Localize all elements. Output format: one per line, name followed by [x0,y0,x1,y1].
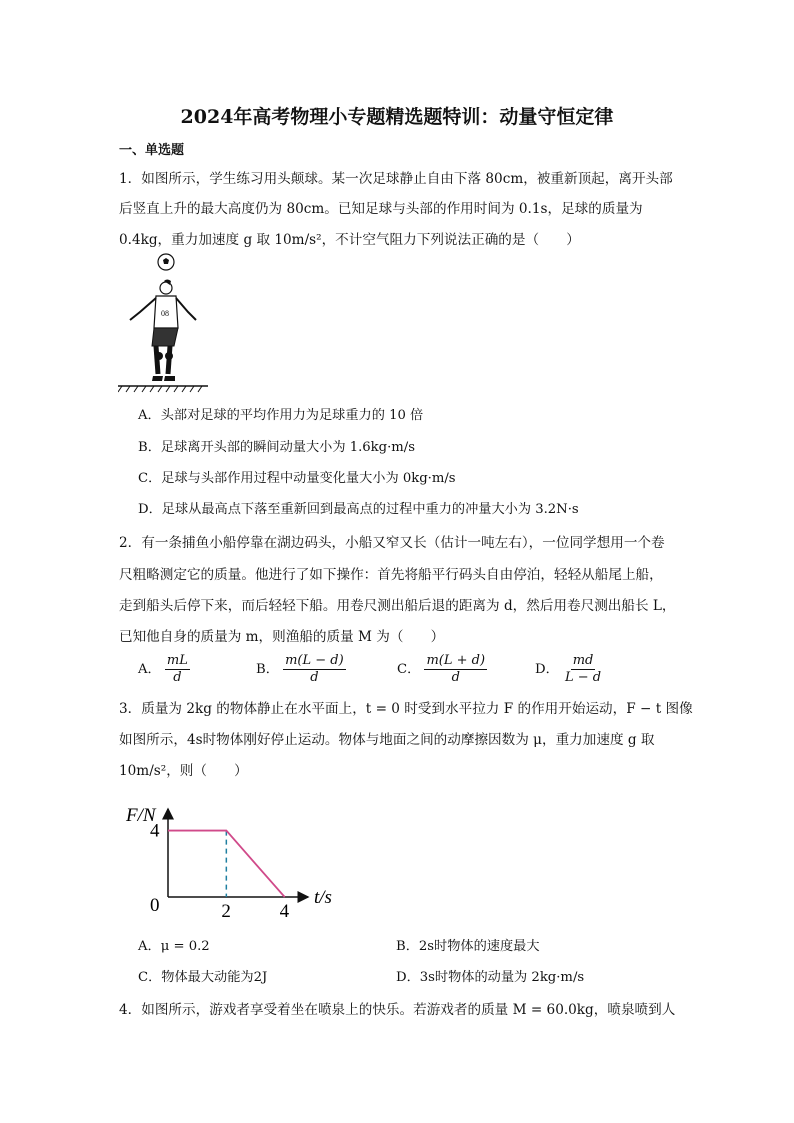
q1-line-1: 1．如图所示，学生练习用头颠球。某一次足球静止自由下落 80cm，被重新顶起，离开头部 [119,171,673,187]
option-label: C． [397,662,421,677]
denominator: d [451,670,460,685]
q2-option-c [397,653,487,686]
q4-line-1: 4．如图所示，游戏者享受着坐在喷泉上的快乐。若游戏者的质量 M = 60.0kg，喷泉喷到人 [119,1002,676,1018]
q2-option-d [535,653,603,686]
q1-option-d: D．足球从最高点下落至重新回到最高点的过程中重力的冲量大小为 3.2N·s [138,502,579,517]
y-tick-label: 4 [150,820,160,842]
q2-line-1: 2．有一条捕鱼小船停靠在湖边码头，小船又窄又长（估计一吨左右），一位同学想用一个卷 [119,535,665,551]
q3-option-a: A．μ = 0.2 [138,939,210,954]
q1-option-a: A．头部对足球的平均作用力为足球重力的 10 倍 [138,408,424,423]
q2-option-a [138,653,190,686]
jersey-number: 08 [161,309,169,318]
q2-line-2: 尺粗略测定它的质量。他进行了如下操作：首先将船平行码头自由停泊，轻轻从船尾上船， [119,567,663,583]
q3-option-b: B．2s时物体的速度最大 [396,939,540,954]
fraction [424,653,487,686]
q1-line-3: 0.4kg，重力加速度 g 取 10m/s²，不计空气阻力下列说法正确的是（ ） [119,232,580,248]
option-label: A． [138,662,161,677]
option-label: B． [256,662,279,677]
origin-label: 0 [150,895,160,916]
soccer-ball-icon [158,254,174,270]
fraction [283,653,346,686]
q2-option-b [256,653,346,686]
numerator: m(L − d) [285,653,344,668]
fraction [165,653,190,686]
f-t-chart [118,785,338,925]
option-label: D． [535,662,559,677]
q2-line-3: 走到船头后停下来，而后轻轻下船。用卷尺测出船后退的距离为 d，然后用卷尺测出船长 L， [119,598,676,614]
q2-line-4: 已知他自身的质量为 m，则渔船的质量 M 为（ ） [119,629,445,645]
q1-option-c: C．足球与头部作用过程中动量变化量大小为 0kg·m/s [138,471,456,486]
numerator: m(L + d) [426,653,486,668]
q3-line-2: 如图所示，4s时物体刚好停止运动。物体与地面之间的动摩擦因数为 μ，重力加速度 g 取 [119,732,655,748]
x-axis-label: t/s [314,887,332,908]
numerator: md [572,653,594,668]
page-title: 2024年高考物理小专题精选题特训：动量守恒定律 [180,106,614,128]
numerator: mL [166,653,188,668]
q3-option-c: C．物体最大动能为2J [138,970,268,985]
section-heading: 一、单选题 [119,143,185,158]
q3-option-d: D．3s时物体的动量为 2kg·m/s [396,970,585,985]
denominator: d [310,670,319,685]
fraction [563,653,603,686]
y-axis-label: F/N [126,805,156,826]
header-player-illustration [118,250,208,395]
denominator: d [173,670,182,685]
q3-line-3: 10m/s²，则（ ） [119,763,248,779]
x-tick-label: 2 [221,901,231,922]
x-tick-label: 4 [279,901,290,922]
q1-line-2: 后竖直上升的最大高度仍为 80cm。已知足球与头部的作用时间为 0.1s，足球的质量为 [119,201,643,217]
q3-line-1: 3．质量为 2kg 的物体静止在水平面上，t = 0 时受到水平拉力 F 的作用开始运动，F − t 图像 [119,701,693,717]
q1-option-b: B．足球离开头部的瞬间动量大小为 1.6kg·m/s [138,440,416,455]
denominator: L − d [564,670,602,685]
